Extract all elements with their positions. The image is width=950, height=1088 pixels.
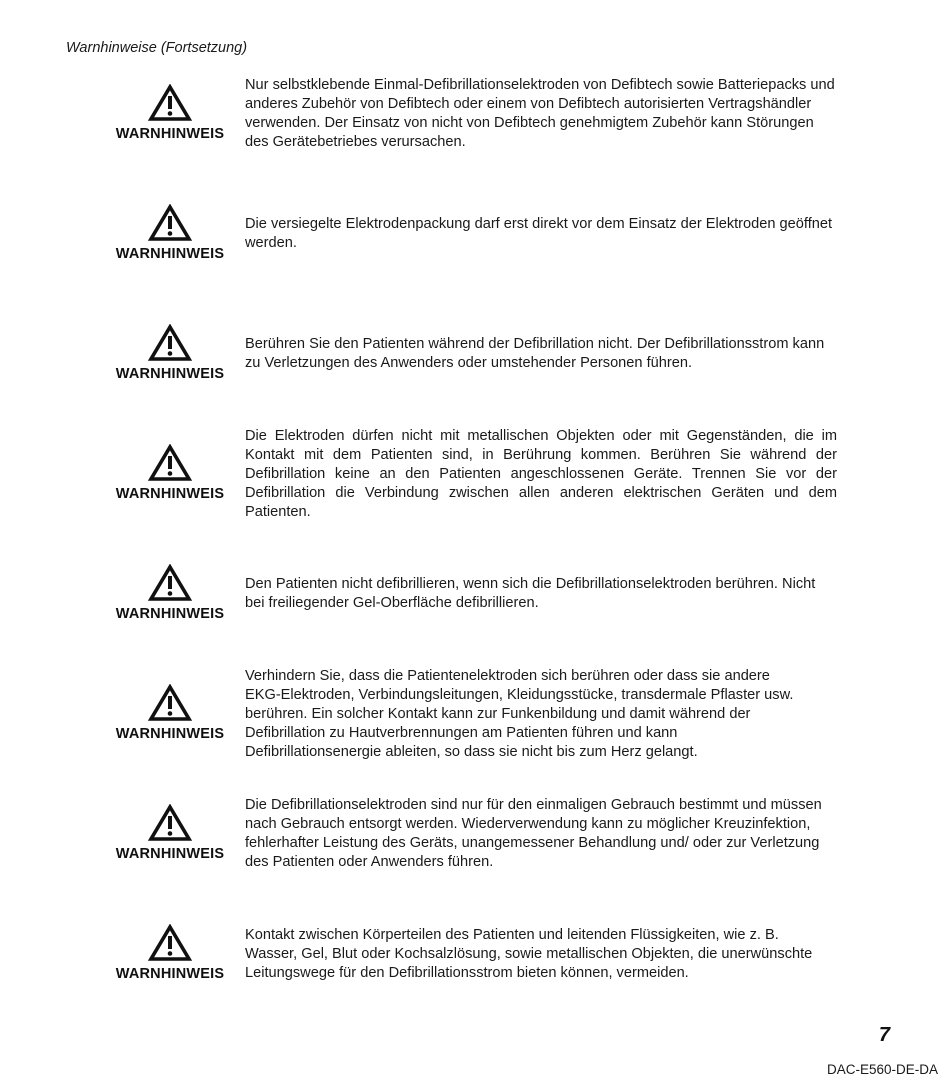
warning-block (104, 76, 844, 176)
warning-triangle-icon (148, 684, 192, 722)
warning-label: WARNHINWEIS (115, 126, 225, 142)
warning-icon-column (104, 676, 236, 776)
warning-text: Nur selbstklebende Einmal-Defibrillationselektroden von Defibtech sowie Batteriepacks und anderes Zubehör von Defibtech oder einem von Defibtech autorisierten Vertragshändler verwenden. Der Einsatz von nicht von Defibtech genehmigtem Zubehör kann Störungen des Gerätebetriebes verursachen. (245, 77, 835, 150)
warning-block (104, 916, 844, 1016)
warning-triangle-icon (148, 84, 192, 122)
document-code: DAC-E560-DE-DA (826, 1062, 938, 1077)
warning-triangle-icon (148, 564, 192, 602)
warning-icon-column (104, 916, 236, 1016)
warning-icon-column (104, 196, 236, 296)
warning-label: WARNHINWEIS (115, 606, 225, 622)
warning-label: WARNHINWEIS (115, 726, 225, 742)
warning-text: Die versiegelte Elektrodenpackung darf erst direkt vor dem Einsatz der Elektroden geöffnet werden. (245, 216, 833, 251)
warning-triangle-icon (148, 924, 192, 962)
section-title: Warnhinweise (Fortsetzung) (66, 40, 248, 56)
warning-icon-column (104, 436, 236, 536)
warning-block (104, 668, 844, 776)
page-number: 7 (878, 1024, 890, 1046)
warning-triangle-icon (148, 444, 192, 482)
warning-label: WARNHINWEIS (115, 246, 225, 262)
warning-block (104, 196, 844, 296)
warning-icon-column (104, 76, 236, 176)
warning-block (104, 556, 844, 656)
warning-triangle-icon (148, 804, 192, 842)
warning-label: WARNHINWEIS (115, 486, 225, 502)
warning-label: WARNHINWEIS (115, 966, 225, 982)
warning-text: Berühren Sie den Patienten während der Defibrillation nicht. Der Defibrillationsstrom kann zu Verletzungen des Anwenders oder umstehender Personen führen. (245, 336, 825, 371)
warning-text: Kontakt zwischen Körperteilen des Patienten und leitenden Flüssigkeiten, wie z. B. Wasser, Gel, Blut oder Kochsalzlösung, sowie metallischen Objekten, die unerwünschte Leitungswege für den Defibrillationsstrom bieten können, vermeiden. (245, 927, 813, 981)
warning-block (104, 428, 844, 536)
warning-label: WARNHINWEIS (115, 366, 225, 382)
warning-icon-column (104, 316, 236, 416)
warning-triangle-icon (148, 324, 192, 362)
warning-block (104, 316, 844, 416)
warning-text: Verhindern Sie, dass die Patientenelektroden sich berühren oder dass sie andere EKG-Elektroden, Verbindungsleitungen, Kleidungsstücke, transdermale Pflaster usw. berühren. Ein solcher Kontakt kann zur Funkenbildung und damit während der Defibrillation zu Hautverbrennungen am Patienten führen und kann Defibrillationsenergie ableiten, so dass sie nicht bis zum Herz gelangt. (245, 668, 794, 760)
warning-icon-column (104, 796, 236, 896)
warning-text: Den Patienten nicht defibrillieren, wenn sich die Defibrillationselektroden berühren. Nicht bei freiliegender Gel-Oberfläche defibrillieren. (245, 576, 816, 611)
warning-text: Die Elektroden dürfen nicht mit metallischen Objekten oder mit Gegenständen, die im Kontakt mit dem Patienten sind, in Berührung kommen. Berühren Sie während der Defibrillation keine an den Patienten angeschlossenen Geräte. Trennen Sie vor der Defibrillation die Verbindung zwischen allen anderen elektrischen Geräten und dem Patienten. (245, 428, 837, 520)
warning-triangle-icon (148, 204, 192, 242)
warning-block (104, 796, 844, 896)
warning-icon-column (104, 556, 236, 656)
warning-label: WARNHINWEIS (115, 846, 225, 862)
warning-text: Die Defibrillationselektroden sind nur für den einmaligen Gebrauch bestimmt und müssen nach Gebrauch entsorgt werden. Wiederverwendung kann zu möglicher Kreuzinfektion, fehlerhafter Leistung des Geräts, unangemessener Behandlung und/ oder zur Verletzung des Patienten oder Anwenders führen. (245, 797, 822, 870)
